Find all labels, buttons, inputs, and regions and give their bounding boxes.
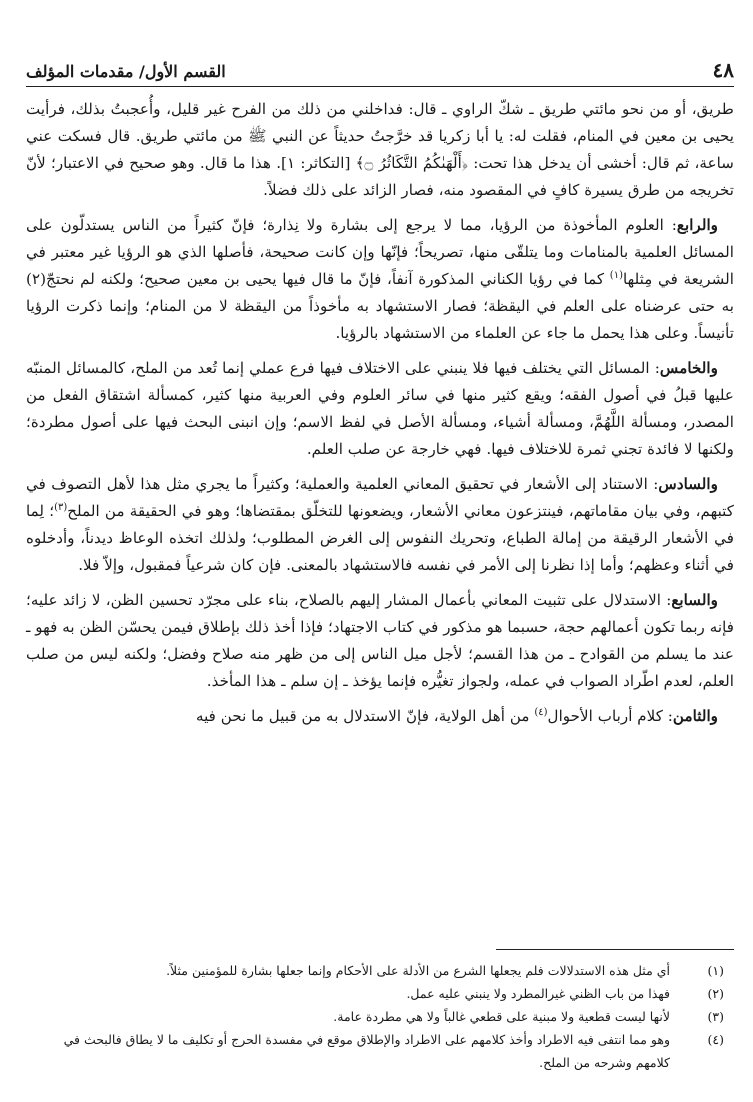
footnote	[26, 1005, 734, 1028]
footnote	[26, 982, 734, 1005]
paragraph-lead: والرابع	[676, 216, 718, 234]
paragraph-continuation	[26, 96, 734, 204]
footnote-text: لأنها ليست قطعية ولا مبنية على قطعي غالباً ولا هي مطردة عامة.	[333, 1009, 670, 1024]
paragraph-lead: والسابع	[671, 591, 718, 609]
footnotes	[26, 959, 734, 1074]
footnote	[26, 959, 734, 982]
paragraph-text: : الاستدلال على تثبيت المعاني بأعمال المشار إليهم بالصلاح، بناء على مجرّد تحسين الظن، لا زائد عليه؛ فإنه ربما تكون أعمالهم حجة، حسبما هو مذكور في كتاب الاجتهاد؛ فإذا أخذ ذلك بإطلاق فيمن يحسّن الظن به فهو ـ عند ما يسلم من القوادح ـ من هذا القسم؛ لأجل ميل الناس إلى من ظهر منه صلاح وفضل؛ ولكنه ليس من صلب العلم، لعدم اطّراد الصواب في عمله، ولجواز تغيُّره فإنما يؤخذ ـ إن سلم ـ هذا المأخذ.	[26, 591, 734, 690]
page-header	[26, 56, 734, 87]
paragraph-seventh	[26, 587, 734, 695]
footnote-number: (٢)	[707, 986, 724, 1001]
footnote-number: (٤)	[707, 1032, 724, 1047]
main-text	[26, 96, 734, 738]
paragraph-text: : الاستناد إلى الأشعار في تحقيق المعاني العلمية والعملية؛ وكثيراً ما يجري مثل هذا لأهل التصوف في كتبهم، وفي بيان مقاماتهم، فينتزعون معاني الأشعار، ويضعونها للتخلّق بمقتضاها؛ وهو في الحقيقة من الملح	[26, 475, 734, 520]
paragraph-lead: والخامس	[659, 359, 718, 377]
paragraph-lead: والثامن	[672, 707, 718, 725]
footnote	[26, 1028, 734, 1074]
paragraph-text: : المسائل التي يختلف فيها فلا ينبني على الاختلاف فيها فرع عملي إنما تُعد من الملح، كالمسائل المنبّه عليها قبلُ في أصول الفقه؛ ويقع كثير منها في سائر العلوم وفي العربية منها كثير، كمسألة اشتقاق الفعل من المصدر، ومسألة اللَّهُمَّ، ومسألة أشياء، ومسألة الأصل في لفظ الاسم؛ وإن انبنى البحث فيها على أصول مطردة؛ ولكنها لا فائدة تجني ثمرة للاختلاف فيها. فهي خارجة عن صلب العلم.	[26, 359, 734, 458]
paragraph-text: : العلوم المأخوذة من الرؤيا، مما لا يرجع إلى بشارة ولا نِذارة؛ فإنّ كثيراً من الناس يستدلّون على المسائل العلمية بالمنامات وما يتلقّى منها، تصريحاً؛ فإنّها وإن كانت صحيحة، فأصلها الذي هو الرؤيا غير معتبر في الشريعة في مِثلها	[26, 216, 734, 288]
paragraph-text: : كلام أرباب الأحوال	[547, 707, 673, 725]
paragraph-tail: ؛ لِما في الأشعار الرقيقة من إمالة الطباع، وتحريك النفوس إلى الغرض المطلوب؛ ولذلك اتخذه الوعاظ ديدناً، وأدخلوه في أثناء وعظهم؛ وأما إذا نظرنا إلى الأمر في نفسه فالاستشهاد بالمعنى. فإن كان شرعياً فمقبول، وإلاّ فلا.	[26, 502, 734, 574]
footnote-ref: (٣)	[54, 501, 68, 513]
footnote-number: (١)	[707, 963, 724, 978]
paragraph-fifth	[26, 355, 734, 463]
footnote-text: أي مثل هذه الاستدلالات فلم يجعلها الشرع من الأدلة على الأحكام وإنما جعلها بشارة للمؤمنين مثلاً.	[166, 963, 670, 978]
footnote-ref: (٤)	[534, 706, 548, 718]
paragraph-fourth	[26, 212, 734, 347]
page-number: ٤٨	[712, 58, 734, 82]
footnote-text: فهذا من باب الظني غيرالمطرد ولا ينبني عليه عمل.	[406, 986, 670, 1001]
footnote-ref: (١)	[609, 269, 623, 281]
paragraph-eighth	[26, 703, 734, 730]
book-page	[26, 56, 734, 1096]
running-head: القسم الأول/ مقدمات المؤلف	[26, 62, 226, 81]
footnote-divider	[496, 949, 734, 950]
footnote-number: (٣)	[707, 1009, 724, 1024]
footnote-text: وهو مما انتفى فيه الاطراد وأخذ كلامهم على الاطراد والإطلاق موقع في مفسدة الحرج أو تكليف ما لا يطاق فالبحث في كلامهم وشرحه من الملح.	[63, 1032, 670, 1070]
paragraph-tail: من أهل الولاية، فإنّ الاستدلال به من قبيل ما نحن فيه	[195, 707, 535, 725]
paragraph-text: طريق، أو من نحو مائتي طريق ـ شكّ الراوي ـ قال: فداخلني من ذلك من الفرح غير قليل، وأُعجبتُ بذلك، فرأيت يحيى بن معين في المنام، فقلت له: يا أبا زكريا قد خرَّجتُ حديثاً عن النبي ﷺ من مائتي طريق. قال فسكت عني ساعة، ثم قال: أخشى أن يدخل هذا تحت: ﴿أَلْهَىٰكُمُ التَّكَاثُرُ ۝﴾ [التكاثر: ١]. هذا ما قال. وهو صحيح في الاعتبار؛ لأنّ تخريجه من طرق يسيرة كافٍ في المقصود منه، فصار الزائد على ذلك فضلاً.	[26, 100, 734, 199]
paragraph-tail: كما في رؤيا الكناني المذكورة آنفاً، فإنّ ما قال فيها يحيى بن معين صحيح؛ ولكنه لم نحتجّ(٢) به حتى عرضناه على العلم في اليقظة؛ فصار الاستشهاد به مأخوذاً من اليقظة لا من المنام؛ وإنما ذكرت الرؤيا تأنيساً. وعلى هذا يحمل ما جاء عن العلماء من الاستشهاد بالرؤيا.	[26, 270, 734, 342]
paragraph-lead: والسادس	[658, 475, 718, 493]
paragraph-sixth	[26, 471, 734, 579]
